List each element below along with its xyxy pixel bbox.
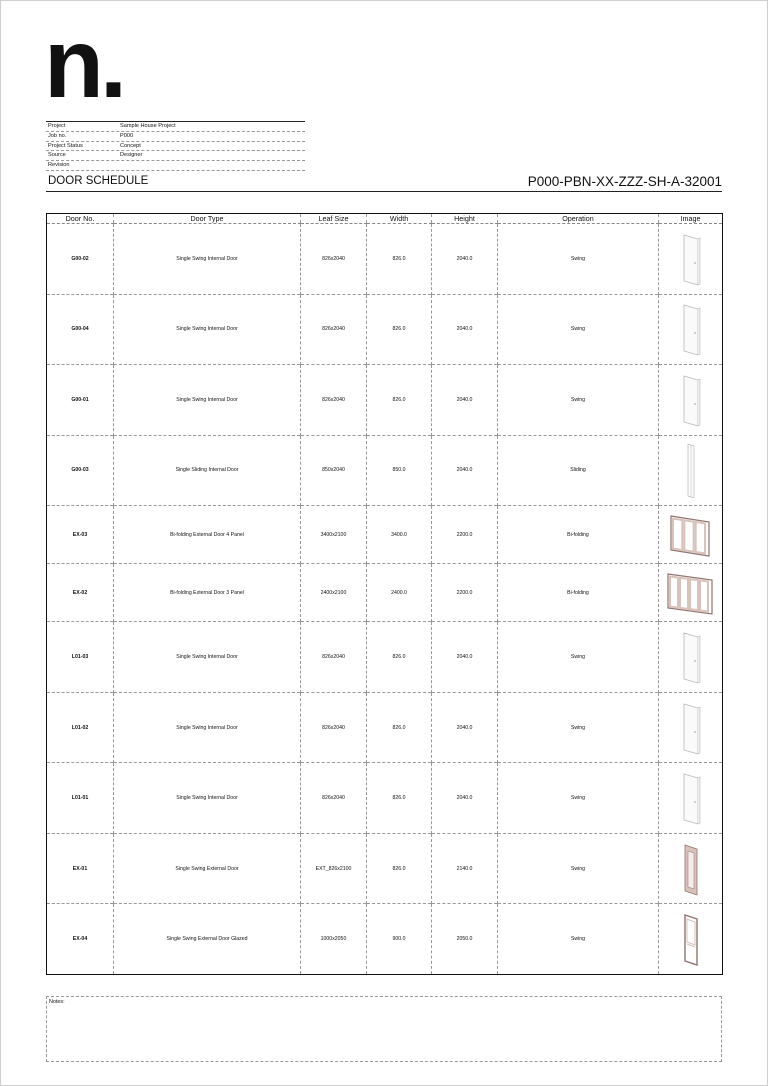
- cell-width: 826.0: [367, 622, 432, 693]
- cell-door-type: Single Swing External Door Glazed: [114, 904, 301, 975]
- sheet-code: P000-PBN-XX-ZZZ-SH-A-32001: [527, 174, 722, 189]
- bifold-3-panel-icon: [669, 512, 713, 558]
- cell-door-type: Single Sliding Internal Door: [114, 435, 301, 506]
- table-row: [47, 506, 723, 564]
- cell-door-no: EX-03: [47, 506, 114, 564]
- cell-leaf-size: 850x2040: [301, 435, 367, 506]
- info-row: [46, 151, 305, 161]
- cell-image: [659, 904, 723, 975]
- table-row: [47, 564, 723, 622]
- info-value: Designer: [120, 152, 143, 159]
- company-logo: n.: [44, 8, 124, 118]
- cell-height: 2040.0: [432, 622, 498, 693]
- cell-leaf-size: 826x2040: [301, 763, 367, 834]
- cell-leaf-size: 3400x2100: [301, 506, 367, 564]
- cell-height: 2040.0: [432, 763, 498, 834]
- header-width: Width: [367, 214, 432, 224]
- info-label: Project: [48, 123, 66, 129]
- cell-image: [659, 224, 723, 295]
- cell-leaf-size: 2400x2100: [301, 564, 367, 622]
- notes-label: Notes:: [49, 999, 65, 1005]
- cell-height: 2050.0: [432, 904, 498, 975]
- table-row: [47, 622, 723, 693]
- cell-leaf-size: 826x2040: [301, 224, 367, 295]
- cell-door-no: L01-03: [47, 622, 114, 693]
- cell-width: 850.0: [367, 435, 432, 506]
- cell-width: 826.0: [367, 224, 432, 295]
- info-value: P000: [120, 132, 134, 139]
- cell-door-type: Bi-folding External Door 3 Panel: [114, 564, 301, 622]
- internal-swing-door-icon: [676, 770, 706, 826]
- table-row: [47, 294, 723, 365]
- cell-image: [659, 763, 723, 834]
- cell-door-type: Bi-folding External Door 4 Panel: [114, 506, 301, 564]
- table-header-row: [47, 214, 723, 224]
- cell-door-no: L01-02: [47, 692, 114, 763]
- info-label: Source: [48, 152, 66, 159]
- internal-swing-door-icon: [676, 700, 706, 756]
- table-row: [47, 833, 723, 904]
- header-door-no: Door No.: [47, 214, 114, 224]
- info-label: Project Status: [48, 142, 83, 149]
- cell-width: 2400.0: [367, 564, 432, 622]
- cell-width: 826.0: [367, 294, 432, 365]
- header-height: Height: [432, 214, 498, 224]
- cell-image: [659, 435, 723, 506]
- cell-door-type: Single Swing External Door: [114, 833, 301, 904]
- internal-swing-door-icon: [676, 372, 706, 428]
- table-row: [47, 224, 723, 295]
- title-divider: [46, 191, 722, 192]
- cell-height: 2040.0: [432, 294, 498, 365]
- cell-door-no: G00-02: [47, 224, 114, 295]
- info-label: Revision: [48, 162, 70, 169]
- table-row: [47, 365, 723, 436]
- cell-door-type: Single Swing Internal Door: [114, 294, 301, 365]
- cell-image: [659, 692, 723, 763]
- cell-operation: Swing: [498, 224, 659, 295]
- cell-door-type: Single Swing Internal Door: [114, 692, 301, 763]
- cell-leaf-size: EXT_826x2100: [301, 833, 367, 904]
- internal-swing-door-icon: [676, 301, 706, 357]
- info-row: [46, 122, 305, 132]
- header-operation: Operation: [498, 214, 659, 224]
- door-schedule-table: [46, 213, 723, 975]
- table-row: [47, 435, 723, 506]
- info-row: [46, 142, 305, 152]
- glazed-external-door-icon: [676, 911, 706, 967]
- cell-door-no: G00-04: [47, 294, 114, 365]
- cell-width: 900.0: [367, 904, 432, 975]
- cell-door-no: EX-04: [47, 904, 114, 975]
- table-row: [47, 763, 723, 834]
- bifold-4-panel-icon: [666, 570, 716, 616]
- cell-door-no: G00-01: [47, 365, 114, 436]
- cell-door-no: G00-03: [47, 435, 114, 506]
- cell-width: 826.0: [367, 833, 432, 904]
- cell-operation: Bi-folding: [498, 564, 659, 622]
- cell-width: 826.0: [367, 763, 432, 834]
- internal-swing-door-icon: [676, 231, 706, 287]
- info-row: [46, 132, 305, 142]
- cell-door-type: Single Swing Internal Door: [114, 622, 301, 693]
- cell-door-type: Single Swing Internal Door: [114, 763, 301, 834]
- cell-operation: Swing: [498, 763, 659, 834]
- cell-leaf-size: 826x2040: [301, 692, 367, 763]
- header-door-type: Door Type: [114, 214, 301, 224]
- info-value: Concept: [120, 142, 141, 149]
- cell-height: 2040.0: [432, 692, 498, 763]
- cell-leaf-size: 826x2040: [301, 622, 367, 693]
- cell-door-no: EX-02: [47, 564, 114, 622]
- cell-leaf-size: 826x2040: [301, 294, 367, 365]
- cell-operation: Swing: [498, 692, 659, 763]
- info-row: [46, 161, 305, 171]
- cell-width: 826.0: [367, 365, 432, 436]
- header-image: Image: [659, 214, 723, 224]
- cell-operation: Sliding: [498, 435, 659, 506]
- internal-swing-door-icon: [676, 629, 706, 685]
- table-row: [47, 692, 723, 763]
- notes-box: [46, 996, 722, 1062]
- cell-door-no: L01-01: [47, 763, 114, 834]
- cell-image: [659, 365, 723, 436]
- cell-operation: Swing: [498, 833, 659, 904]
- cell-leaf-size: 1000x2050: [301, 904, 367, 975]
- cell-height: 2140.0: [432, 833, 498, 904]
- sheet-title: DOOR SCHEDULE: [48, 175, 149, 187]
- project-info-table: [46, 121, 305, 171]
- cell-height: 2200.0: [432, 564, 498, 622]
- cell-door-type: Single Swing Internal Door: [114, 365, 301, 436]
- cell-height: 2040.0: [432, 435, 498, 506]
- external-swing-door-icon: [676, 841, 706, 897]
- cell-height: 2200.0: [432, 506, 498, 564]
- cell-operation: Swing: [498, 622, 659, 693]
- cell-width: 3400.0: [367, 506, 432, 564]
- table-row: [47, 904, 723, 975]
- cell-image: [659, 506, 723, 564]
- cell-operation: Swing: [498, 365, 659, 436]
- cell-door-type: Single Swing Internal Door: [114, 224, 301, 295]
- cell-image: [659, 622, 723, 693]
- sliding-door-icon: [676, 442, 706, 498]
- cell-image: [659, 294, 723, 365]
- info-label: Job no.: [48, 132, 67, 139]
- cell-operation: Swing: [498, 904, 659, 975]
- info-value: [120, 161, 305, 170]
- header-leaf-size: Leaf Size: [301, 214, 367, 224]
- cell-image: [659, 833, 723, 904]
- cell-leaf-size: 826x2040: [301, 365, 367, 436]
- cell-door-no: EX-01: [47, 833, 114, 904]
- cell-operation: Bi-folding: [498, 506, 659, 564]
- cell-height: 2040.0: [432, 365, 498, 436]
- cell-width: 826.0: [367, 692, 432, 763]
- cell-operation: Swing: [498, 294, 659, 365]
- info-value: Sample House Project: [120, 123, 176, 129]
- cell-height: 2040.0: [432, 224, 498, 295]
- cell-image: [659, 564, 723, 622]
